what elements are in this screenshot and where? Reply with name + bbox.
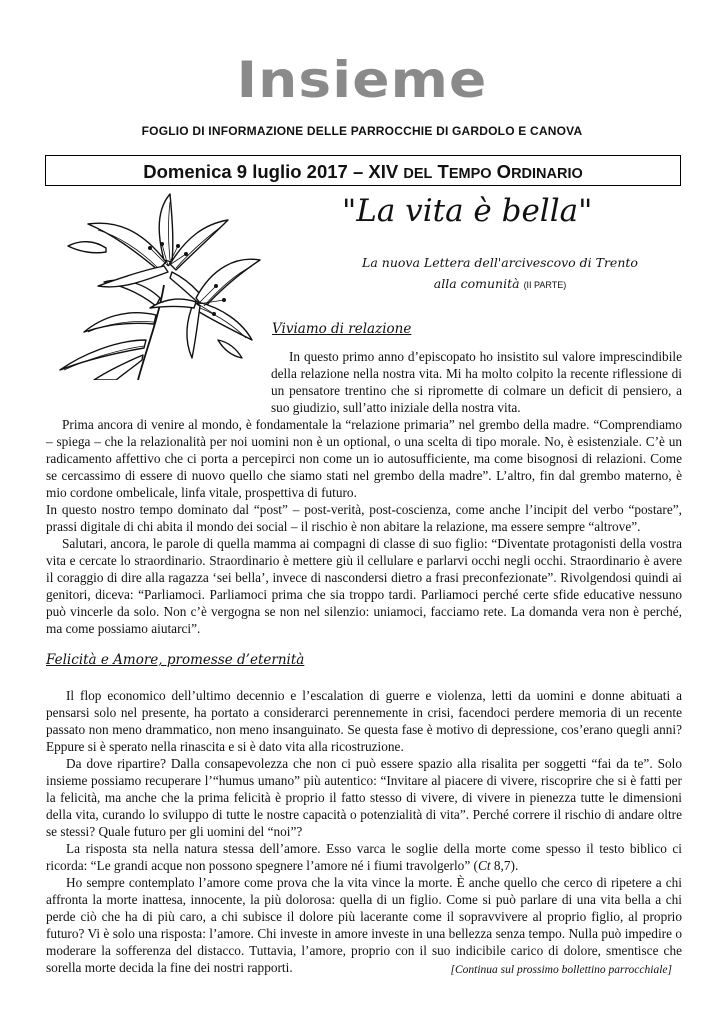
anther [148, 246, 152, 250]
date-banner-empo: EMPO [448, 166, 492, 182]
article-subtitle-line1: La nuova Lettera dell'arcivescovo di Trento [362, 255, 638, 270]
paragraph: In questo nostro tempo dominato dal “post” – post-verità, post-coscienza, come anche l’incipit del verbo “postare”, prassi digitale di chi abita il mondo dei social – il rischio è non abitare la relazione, ma essere sempre “altrove”. [46, 502, 682, 534]
lily-flower-illustration [46, 190, 266, 380]
paragraph [46, 840, 682, 874]
date-banner-cap-t: T [437, 161, 449, 182]
date-banner-rdinario: RDINARIO [511, 166, 583, 182]
section-heading-relazione: Viviamo di relazione [272, 321, 412, 337]
paragraph: Prima ancora di venire al mondo, è fondamentale la “relazione primaria” nel grembo della madre. “Comprendiamo – spiega – che la relazionalità per noi uomini non è un optional, o una scelta di tipo morale. No, è esistenziale. C’è un radicamento affettivo che ci porta a percepirci non come un io autosufficiente, ma come bisognosi di relazioni. Come se cercassimo di essere di nuovo quello che siamo stati nel grembo della madre”. L’altro, fin dal grembo materno, è mio cordone ombelicale, linfa vitale, prospettiva di futuro. [46, 417, 682, 500]
date-banner-del: DEL [403, 166, 433, 182]
article-subtitle-line2 [330, 273, 670, 296]
bible-reference: Ct [478, 858, 491, 873]
paragraph: Da dove ripartire? Dalla consapevolezza che non ci può essere spazio alla risalita per soggetti “fai da te”. Solo insieme possiamo recuperare l’“humus umano” più autentico: “Invitare al piacere di vivere, riscoprire che si è fatti per la felicità, ma anche che la prima felicità è proprio il fatto stesso di vivere, di vivere in pienezza tutte le dimensioni della vita, curando lo sviluppo di tutte le nostre capacità o potenzialità di vita”. Perché correre il rischio di andare oltre se stessi? Quale futuro per gli uomini del “noi”? [46, 756, 682, 839]
masthead-title: Insieme [236, 51, 488, 109]
masthead-subtitle: FOGLIO DI INFORMAZIONE DELLE PARROCCHIE DI GARDOLO E CANOVA [141, 124, 583, 138]
anther [214, 284, 218, 288]
article-part: (II PARTE) [523, 280, 567, 290]
section2-body [46, 687, 682, 976]
continue-note: [Continua sul prossimo bollettino parrocchiale] [450, 964, 672, 976]
section1-intro [271, 348, 682, 416]
bud [218, 340, 242, 358]
paragraph: Il flop economico dell’ultimo decennio e l’escalation di guerre e violenza, letti da uomini e donne abituati a pensarsi solo nel presente, ha portato a considerarci perennemente in crisi, facendoci perdere memoria di un recente passato non meno drammatico, non meno insanguinato. Se questa fase è motivo di depressione, cos’erano quegli anni? Eppure si è sperato nella rinascita e si è dato vita alla ricostruzione. [46, 688, 682, 754]
paragraph: Ho sempre contemplato l’amore come prova che la vita vince la morte. È anche quello che cerco di ripetere a chi affronta la morte inattesa, innocente, la più dolorosa: quella di un figlio. Come si può parlare di una vita bella a chi perde ciò che ha di più caro, a chi subisce il dolore più lacerante come il sopravvivere al proprio figlio, al proprio futuro? Vi è solo una risposta: l’amore. Chi investe in amore investe in una bellezza senza tempo. Nulla può impedire o moderare la sofferenza del distacco. Tuttavia, l’amore, proprio con il suo indicibile carico di dolore, smentisce che sorella morte decida la fine dei nostri rapporti. [46, 875, 682, 975]
anther [212, 312, 216, 316]
date-banner [45, 155, 681, 186]
paragraph: In questo primo anno d’episcopato ho insistito sul valore imprescindibile della relazione nella nostra vita. Mi ha molto colpito la recente riflessione di un pensatore trentino che si ripromette di colmare un deficit di pensiero, a suo giudizio, sull’atto iniziale della nostra vita. [271, 349, 682, 415]
anther [222, 298, 226, 302]
date-banner-cap-o: O [496, 161, 512, 182]
petal [98, 266, 168, 287]
section1-body [46, 416, 682, 637]
leaf [94, 355, 143, 380]
article-title: "La vita è bella" [342, 193, 593, 229]
article-subtitle-line2-text: alla comunità [433, 276, 520, 291]
paragraph-text: 8,7). [490, 858, 519, 873]
article-subtitle [290, 252, 670, 296]
petal [187, 302, 200, 358]
bud [68, 242, 106, 253]
anther [176, 244, 180, 248]
date-banner-prefix: Domenica 9 luglio 2017 – XIV [143, 161, 404, 182]
anther [160, 242, 164, 246]
anther [184, 252, 188, 256]
petal [159, 194, 173, 262]
section-heading-felicita: Felicità e Amore, promesse d’eternità [46, 652, 305, 668]
paragraph: Salutari, ancora, le parole di quella mamma ai compagni di classe di suo figlio: “Diventate protagonisti della vostra vita e cercate lo straordinario. Straordinario è mettere giù il cellulare e parlarvi occhi negli occhi. Straordinario è avere il coraggio di dire alla ragazza ‘sei bella’, invece di nascondersi dietro a frasi preconfezionate”. Rivolgendosi quindi ai genitori, diceva: “Parliamoci. Parliamoci prima che sia troppo tardi. Parliamoci perché certe sfide educative nessuno può vincerle da solo. Non c’è vergogna se non nel silenzio: uniamoci, facciamo rete. La domanda vera non è perché, ma come possiamo aiutarci”. [46, 536, 682, 636]
paragraph-text: La risposta sta nella natura stessa dell’amore. Esso varca le soglie della morte come spesso il testo biblico ci ricorda: “Le grandi acque non possono spegnere l’amore né i fiumi travolgerlo” ( [46, 841, 682, 873]
